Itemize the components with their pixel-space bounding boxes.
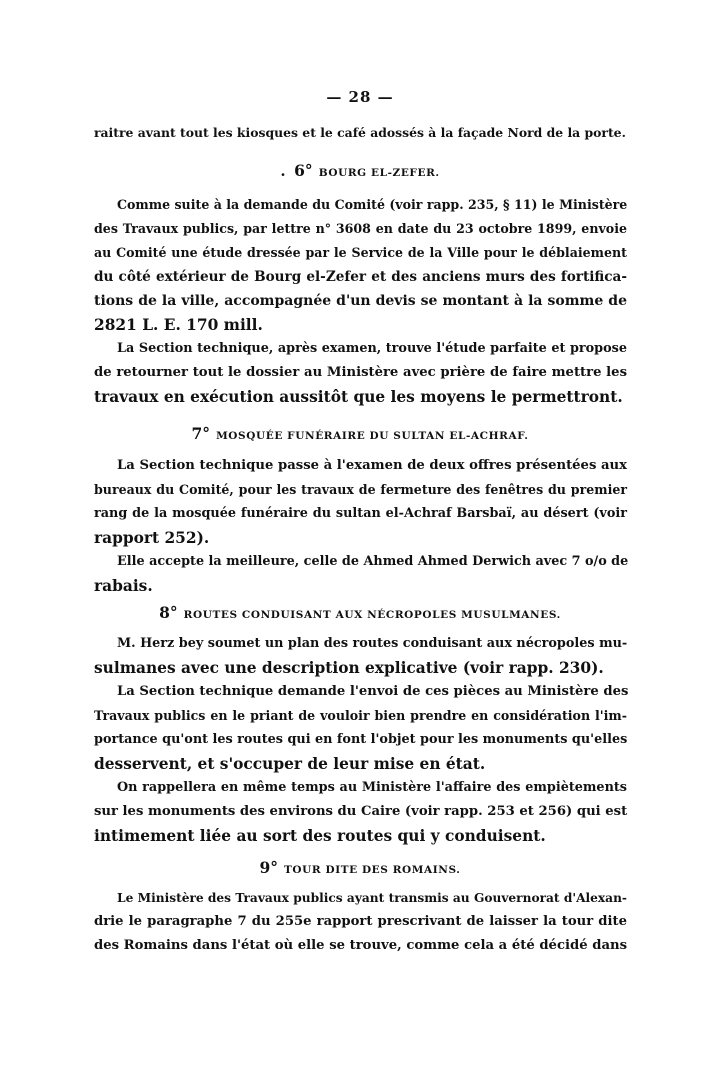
text-line: M. Herz bey soumet un plan des routes conduisant aux nécropoles mu-: [117, 636, 628, 651]
text-line: drie le paragraphe 7 du 255e rapport prescrivant de laisser la tour dite: [94, 914, 627, 929]
text-line: des Travaux publics, par lettre n° 3608 en date du 23 octobre 1899, envoie: [94, 221, 627, 236]
text-line: Travaux publics en le priant de vouloir bien prendre en considération l'im-: [94, 708, 627, 723]
text-line: bureaux du Comité, pour les travaux de fermeture des fenêtres du premier: [94, 482, 627, 497]
heading-number: 7°: [191, 424, 211, 443]
text-line: rang de la mosquée funéraire du sultan el-Achraf Barsbaï, au désert (voir: [94, 506, 627, 521]
heading-title: ROUTES CONDUISANT AUX NÉCROPOLES MUSULMANES.: [183, 609, 561, 621]
text-line: raitre avant tout les kiosques et le café adossés à la façade Nord de la porte.: [94, 125, 626, 140]
text-line: Elle accepte la meilleure, celle de Ahmed Ahmed Derwich avec 7 o/o de: [117, 554, 629, 569]
text-line: tions de la ville, accompagnée d'un devis se montant à la somme de: [94, 293, 627, 309]
text-line: rabais.: [94, 577, 153, 595]
heading-number: 6°: [294, 161, 313, 180]
section-heading-7: [0, 424, 720, 444]
text-line: desservent, et s'occuper de leur mise en état.: [94, 755, 486, 773]
text-line: du côté extérieur de Bourg el-Zefer et des anciens murs des fortifica-: [94, 269, 627, 285]
text-line: Comme suite à la demande du Comité (voir rapp. 235, § 11) le Ministère: [117, 197, 628, 212]
text-line: intimement liée au sort des routes qui y conduisent.: [94, 827, 546, 845]
text-line: La Section technique demande l'envoi de ces pièces au Ministère des: [117, 684, 629, 699]
text-line: de retourner tout le dossier au Ministère avec prière de faire mettre les: [94, 365, 627, 380]
section-heading-8: [0, 603, 720, 623]
text-line: La Section technique passe à l'examen de deux offres présentées aux: [117, 458, 627, 473]
heading-mark: .: [280, 162, 287, 180]
text-line: sulmanes avec une description explicative (voir rapp. 230).: [94, 659, 604, 677]
text-line: sur les monuments des environs du Caire (voir rapp. 253 et 256) qui est: [94, 804, 628, 819]
section-heading-9: [0, 858, 720, 878]
heading-title: BOURG EL-ZEFER.: [318, 167, 440, 179]
section-heading-6: [0, 161, 720, 181]
text-line: rapport 252).: [94, 529, 210, 547]
text-line: Le Ministère des Travaux publics ayant transmis au Gouvernorat d'Alexan-: [117, 891, 627, 905]
text-line: au Comité une étude dressée par le Service de la Ville pour le déblaiement: [94, 245, 627, 260]
heading-title: MOSQUÉE FUNÉRAIRE DU SULTAN EL-ACHRAF.: [216, 430, 529, 442]
heading-number: 8°: [159, 603, 178, 622]
text-line: La Section technique, après examen, trouve l'étude parfaite et propose: [117, 341, 627, 356]
text-line: 2821 L. E. 170 mill.: [94, 316, 263, 334]
text-line: travaux en exécution aussitôt que les moyens le permettront.: [94, 388, 623, 406]
text-line: portance qu'ont les routes qui en font l'objet pour les monuments qu'elles: [94, 732, 628, 747]
heading-title: TOUR DITE DES ROMAINS.: [283, 864, 461, 876]
text-line: des Romains dans l'état où elle se trouve, comme cela a été décidé dans: [94, 938, 627, 953]
text-line: On rappellera en même temps au Ministère l'affaire des empiètements: [117, 780, 627, 795]
page-number: — 28 —: [326, 88, 394, 106]
heading-number: 9°: [259, 858, 278, 877]
